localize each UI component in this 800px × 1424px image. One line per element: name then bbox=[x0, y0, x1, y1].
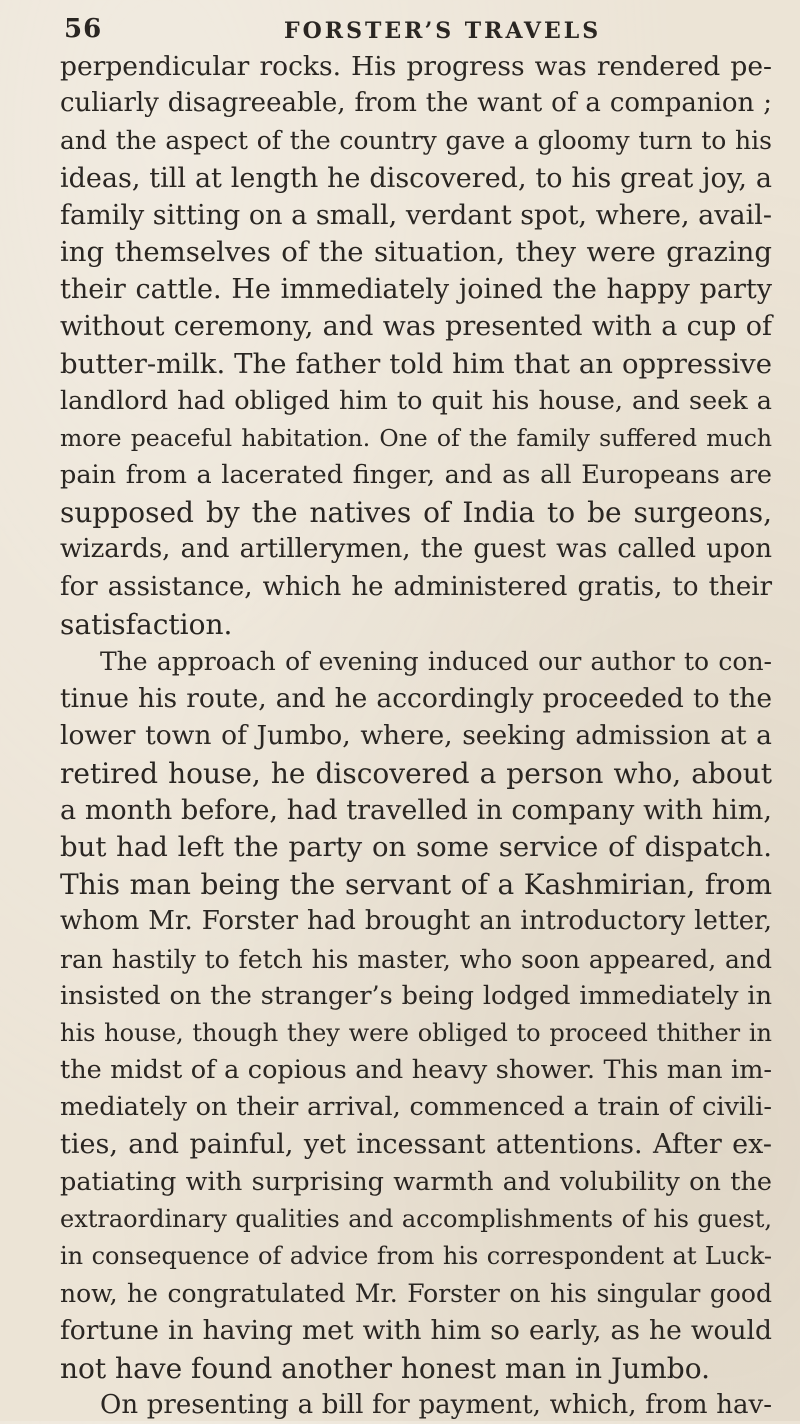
text-line: and the aspect of the country gave a gloomy turn to his bbox=[60, 126, 772, 156]
text-line: This man being the servant of a Kashmirian, from bbox=[60, 868, 772, 902]
text-line: fortune in having met with him so early, as he would bbox=[60, 1315, 772, 1347]
text-line: ties, and painful, yet incessant attentions. After ex- bbox=[60, 1129, 772, 1161]
text-line: ran hastily to fetch his master, who soon appeared, and bbox=[60, 944, 772, 974]
text-line: insisted on the stranger’s being lodged immediately in bbox=[60, 980, 772, 1011]
text-line: without ceremony, and was presented with a cup of bbox=[60, 311, 772, 343]
text-line: in consequence of advice from his correspondent at Luck- bbox=[60, 1242, 772, 1270]
text-line: ing themselves of the situation, they were grazing bbox=[60, 235, 772, 268]
text-line: the midst of a copious and heavy shower. This man im- bbox=[60, 1055, 772, 1086]
running-title: FORSTER’S TRAVELS bbox=[284, 18, 602, 44]
text-line: not have found another honest man in Jumbo. bbox=[60, 1351, 710, 1385]
text-line: their cattle. He immediately joined the happy party bbox=[60, 274, 772, 306]
text-line: perpendicular rocks. His progress was rendered pe- bbox=[60, 51, 772, 82]
text-line: a month before, had travelled in company with him, bbox=[60, 794, 772, 826]
text-line: wizards, and artillerymen, the guest was called upon bbox=[60, 534, 772, 565]
text-line: landlord had obliged him to quit his house, and seek a bbox=[60, 385, 772, 416]
text-line: retired house, he discovered a person who, about bbox=[60, 756, 772, 790]
text-line: more peaceful habitation. One of the family suffered much bbox=[60, 423, 772, 452]
text-line: for assistance, which he administered gratis, to their bbox=[60, 571, 772, 602]
text-line: whom Mr. Forster had brought an introductory letter, bbox=[60, 906, 772, 937]
text-line: patiating with surprising warmth and volubility on the bbox=[60, 1166, 772, 1197]
page-number: 56 bbox=[64, 14, 103, 44]
text-line: supposed by the natives of India to be surgeons, bbox=[60, 496, 772, 530]
text-line: tinue his route, and he accordingly proceeded to the bbox=[60, 683, 772, 715]
text-line: ideas, till at length he discovered, to his great joy, a bbox=[60, 162, 772, 194]
body-text bbox=[60, 48, 772, 1424]
text-line: lower town of Jumbo, where, seeking admission at a bbox=[60, 720, 772, 752]
text-line: now, he congratulated Mr. Forster on his singular good bbox=[60, 1279, 772, 1309]
text-line: but had left the party on some service of dispatch. bbox=[60, 830, 772, 863]
text-line: his house, though they were obliged to proceed thither in bbox=[60, 1018, 772, 1047]
text-line: On presenting a bill for payment, which, from hav- bbox=[100, 1389, 772, 1420]
text-line: satisfaction. bbox=[60, 607, 233, 641]
text-line: mediately on their arrival, commenced a train of civili- bbox=[60, 1092, 772, 1123]
text-line: butter-milk. The father told him that an oppressive bbox=[60, 347, 772, 380]
text-line: extraordinary qualities and accomplishments of his guest, bbox=[60, 1204, 772, 1233]
text-line: The approach of evening induced our author to con- bbox=[100, 647, 772, 676]
text-line: family sitting on a small, verdant spot, where, avail- bbox=[60, 199, 772, 231]
text-line: culiarly disagreeable, from the want of a companion ; bbox=[60, 88, 772, 119]
running-head bbox=[64, 14, 754, 50]
text-line: pain from a lacerated finger, and as all Europeans are bbox=[60, 460, 772, 491]
